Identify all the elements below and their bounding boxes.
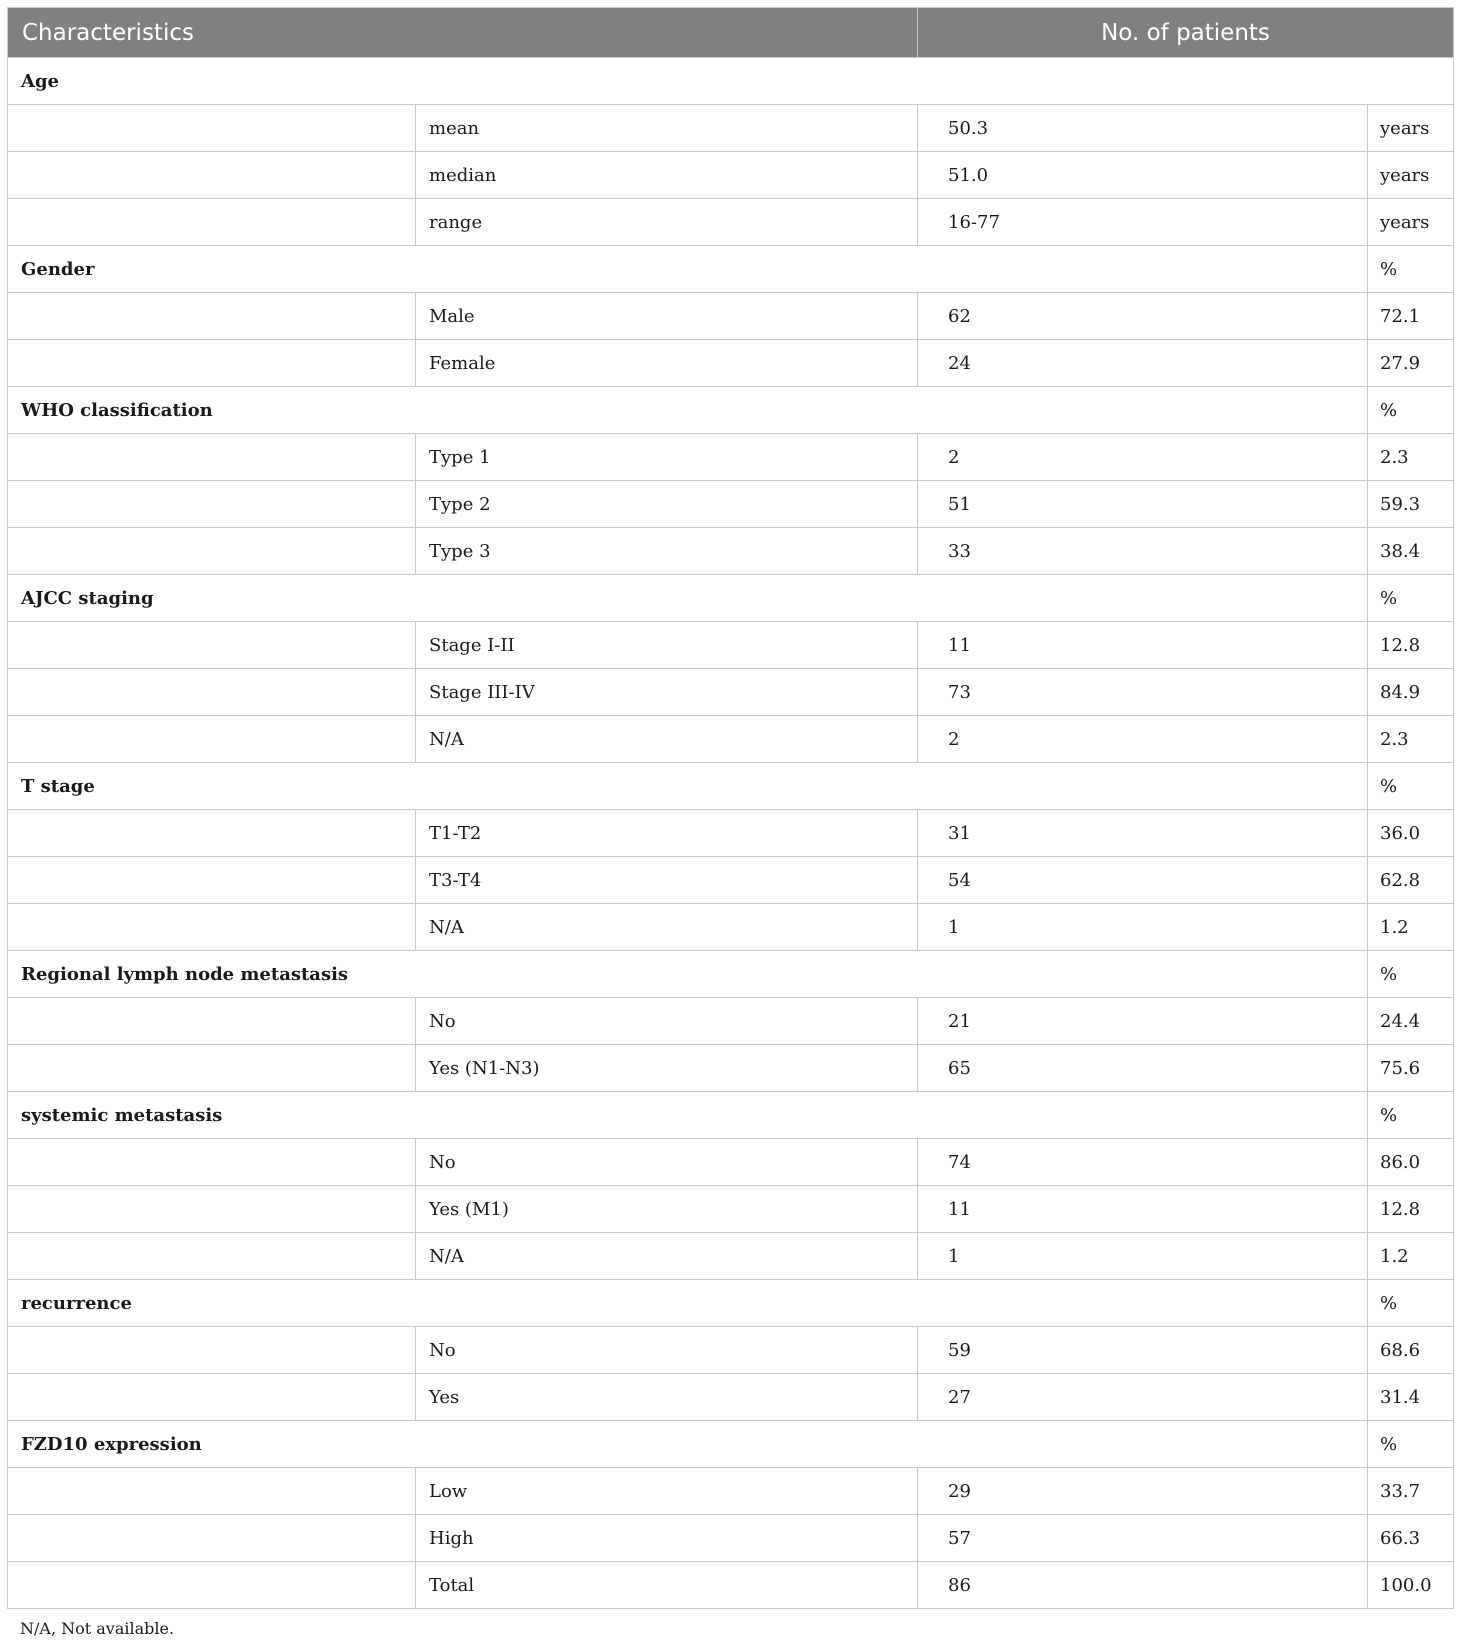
empty-cell xyxy=(8,1045,416,1092)
table-row xyxy=(8,434,1454,481)
value-cell: 75.6 xyxy=(1368,1045,1454,1092)
table-row xyxy=(8,152,1454,199)
empty-cell xyxy=(8,1233,416,1280)
section-label: AJCC staging xyxy=(8,575,1368,622)
subcategory-cell: No xyxy=(416,998,918,1045)
value-cell: 2.3 xyxy=(1368,716,1454,763)
section-row xyxy=(8,575,1454,622)
empty-cell xyxy=(8,199,416,246)
value-cell: 59.3 xyxy=(1368,481,1454,528)
section-label: T stage xyxy=(8,763,1368,810)
patient-characteristics-table xyxy=(7,7,1454,1609)
value-cell: 68.6 xyxy=(1368,1327,1454,1374)
value-cell: 66.3 xyxy=(1368,1515,1454,1562)
subcategory-cell: No xyxy=(416,1327,918,1374)
section-row xyxy=(8,763,1454,810)
subcategory-cell: Type 3 xyxy=(416,528,918,575)
subcategory-cell: Type 1 xyxy=(416,434,918,481)
subcategory-cell: Stage I-II xyxy=(416,622,918,669)
section-label: recurrence xyxy=(8,1280,1368,1327)
count-cell: 11 xyxy=(918,1186,1368,1233)
count-cell: 27 xyxy=(918,1374,1368,1421)
section-unit: % xyxy=(1368,1421,1454,1468)
count-cell: 51 xyxy=(918,481,1368,528)
value-cell: 12.8 xyxy=(1368,1186,1454,1233)
count-cell: 1 xyxy=(918,1233,1368,1280)
count-cell: 33 xyxy=(918,528,1368,575)
section-label: systemic metastasis xyxy=(8,1092,1368,1139)
section-unit: % xyxy=(1368,1280,1454,1327)
table-row xyxy=(8,904,1454,951)
subcategory-cell: Yes (M1) xyxy=(416,1186,918,1233)
empty-cell xyxy=(8,904,416,951)
section-label: Regional lymph node metastasis xyxy=(8,951,1368,998)
value-cell: years xyxy=(1368,152,1454,199)
header-characteristics: Characteristics xyxy=(8,8,918,58)
count-cell: 50.3 xyxy=(918,105,1368,152)
subcategory-cell: N/A xyxy=(416,1233,918,1280)
value-cell: 72.1 xyxy=(1368,293,1454,340)
table-row xyxy=(8,622,1454,669)
table-row xyxy=(8,340,1454,387)
subcategory-cell: N/A xyxy=(416,716,918,763)
value-cell: years xyxy=(1368,105,1454,152)
value-cell: 27.9 xyxy=(1368,340,1454,387)
value-cell: 100.0 xyxy=(1368,1562,1454,1609)
section-row xyxy=(8,1280,1454,1327)
section-unit: % xyxy=(1368,1092,1454,1139)
table-row xyxy=(8,998,1454,1045)
count-cell: 65 xyxy=(918,1045,1368,1092)
table-row xyxy=(8,1139,1454,1186)
section-unit: % xyxy=(1368,763,1454,810)
empty-cell xyxy=(8,810,416,857)
section-row xyxy=(8,58,1454,105)
section-unit: % xyxy=(1368,575,1454,622)
table-row xyxy=(8,528,1454,575)
value-cell: 62.8 xyxy=(1368,857,1454,904)
table-row xyxy=(8,1562,1454,1609)
section-row xyxy=(8,1421,1454,1468)
empty-cell xyxy=(8,340,416,387)
table-header-row xyxy=(8,8,1454,58)
count-cell: 11 xyxy=(918,622,1368,669)
empty-cell xyxy=(8,152,416,199)
value-cell: 36.0 xyxy=(1368,810,1454,857)
subcategory-cell: Yes (N1-N3) xyxy=(416,1045,918,1092)
empty-cell xyxy=(8,1139,416,1186)
subcategory-cell: Type 2 xyxy=(416,481,918,528)
empty-cell xyxy=(8,1186,416,1233)
section-label: Gender xyxy=(8,246,1368,293)
section-label: FZD10 expression xyxy=(8,1421,1368,1468)
empty-cell xyxy=(8,1327,416,1374)
section-row xyxy=(8,387,1454,434)
empty-cell xyxy=(8,622,416,669)
subcategory-cell: High xyxy=(416,1515,918,1562)
table-row xyxy=(8,1374,1454,1421)
subcategory-cell: Low xyxy=(416,1468,918,1515)
table-row xyxy=(8,481,1454,528)
empty-cell xyxy=(8,105,416,152)
value-cell: years xyxy=(1368,199,1454,246)
empty-cell xyxy=(8,1562,416,1609)
count-cell: 73 xyxy=(918,669,1368,716)
subcategory-cell: T3-T4 xyxy=(416,857,918,904)
value-cell: 1.2 xyxy=(1368,1233,1454,1280)
table-body xyxy=(8,58,1454,1609)
subcategory-cell: Total xyxy=(416,1562,918,1609)
count-cell: 21 xyxy=(918,998,1368,1045)
section-unit: % xyxy=(1368,246,1454,293)
table-row xyxy=(8,1515,1454,1562)
count-cell: 59 xyxy=(918,1327,1368,1374)
subcategory-cell: median xyxy=(416,152,918,199)
header-no-of-patients: No. of patients xyxy=(918,8,1454,58)
count-cell: 86 xyxy=(918,1562,1368,1609)
subcategory-cell: T1-T2 xyxy=(416,810,918,857)
subcategory-cell: Yes xyxy=(416,1374,918,1421)
table-row xyxy=(8,1327,1454,1374)
table-row xyxy=(8,669,1454,716)
subcategory-cell: range xyxy=(416,199,918,246)
empty-cell xyxy=(8,998,416,1045)
value-cell: 38.4 xyxy=(1368,528,1454,575)
count-cell: 29 xyxy=(918,1468,1368,1515)
value-cell: 24.4 xyxy=(1368,998,1454,1045)
empty-cell xyxy=(8,1468,416,1515)
value-cell: 1.2 xyxy=(1368,904,1454,951)
value-cell: 86.0 xyxy=(1368,1139,1454,1186)
section-row xyxy=(8,246,1454,293)
table-row xyxy=(8,857,1454,904)
empty-cell xyxy=(8,434,416,481)
section-unit: % xyxy=(1368,951,1454,998)
table-row xyxy=(8,810,1454,857)
count-cell: 54 xyxy=(918,857,1368,904)
empty-cell xyxy=(8,1374,416,1421)
value-cell: 33.7 xyxy=(1368,1468,1454,1515)
section-label: Age xyxy=(8,58,1454,105)
count-cell: 1 xyxy=(918,904,1368,951)
value-cell: 31.4 xyxy=(1368,1374,1454,1421)
empty-cell xyxy=(8,293,416,340)
table-row xyxy=(8,1045,1454,1092)
table-footnote: N/A, Not available. xyxy=(20,1619,175,1638)
table-row xyxy=(8,716,1454,763)
table-row xyxy=(8,1468,1454,1515)
subcategory-cell: mean xyxy=(416,105,918,152)
empty-cell xyxy=(8,716,416,763)
table-row xyxy=(8,199,1454,246)
count-cell: 51.0 xyxy=(918,152,1368,199)
value-cell: 12.8 xyxy=(1368,622,1454,669)
count-cell: 2 xyxy=(918,716,1368,763)
empty-cell xyxy=(8,857,416,904)
section-row xyxy=(8,1092,1454,1139)
count-cell: 2 xyxy=(918,434,1368,481)
count-cell: 31 xyxy=(918,810,1368,857)
subcategory-cell: Female xyxy=(416,340,918,387)
count-cell: 62 xyxy=(918,293,1368,340)
table-row xyxy=(8,293,1454,340)
empty-cell xyxy=(8,669,416,716)
empty-cell xyxy=(8,481,416,528)
section-row xyxy=(8,951,1454,998)
table-row xyxy=(8,1186,1454,1233)
subcategory-cell: Stage III-IV xyxy=(416,669,918,716)
table-row xyxy=(8,105,1454,152)
count-cell: 74 xyxy=(918,1139,1368,1186)
subcategory-cell: N/A xyxy=(416,904,918,951)
empty-cell xyxy=(8,528,416,575)
section-unit: % xyxy=(1368,387,1454,434)
empty-cell xyxy=(8,1515,416,1562)
value-cell: 84.9 xyxy=(1368,669,1454,716)
value-cell: 2.3 xyxy=(1368,434,1454,481)
subcategory-cell: Male xyxy=(416,293,918,340)
count-cell: 24 xyxy=(918,340,1368,387)
table-row xyxy=(8,1233,1454,1280)
subcategory-cell: No xyxy=(416,1139,918,1186)
section-label: WHO classification xyxy=(8,387,1368,434)
count-cell: 16-77 xyxy=(918,199,1368,246)
count-cell: 57 xyxy=(918,1515,1368,1562)
